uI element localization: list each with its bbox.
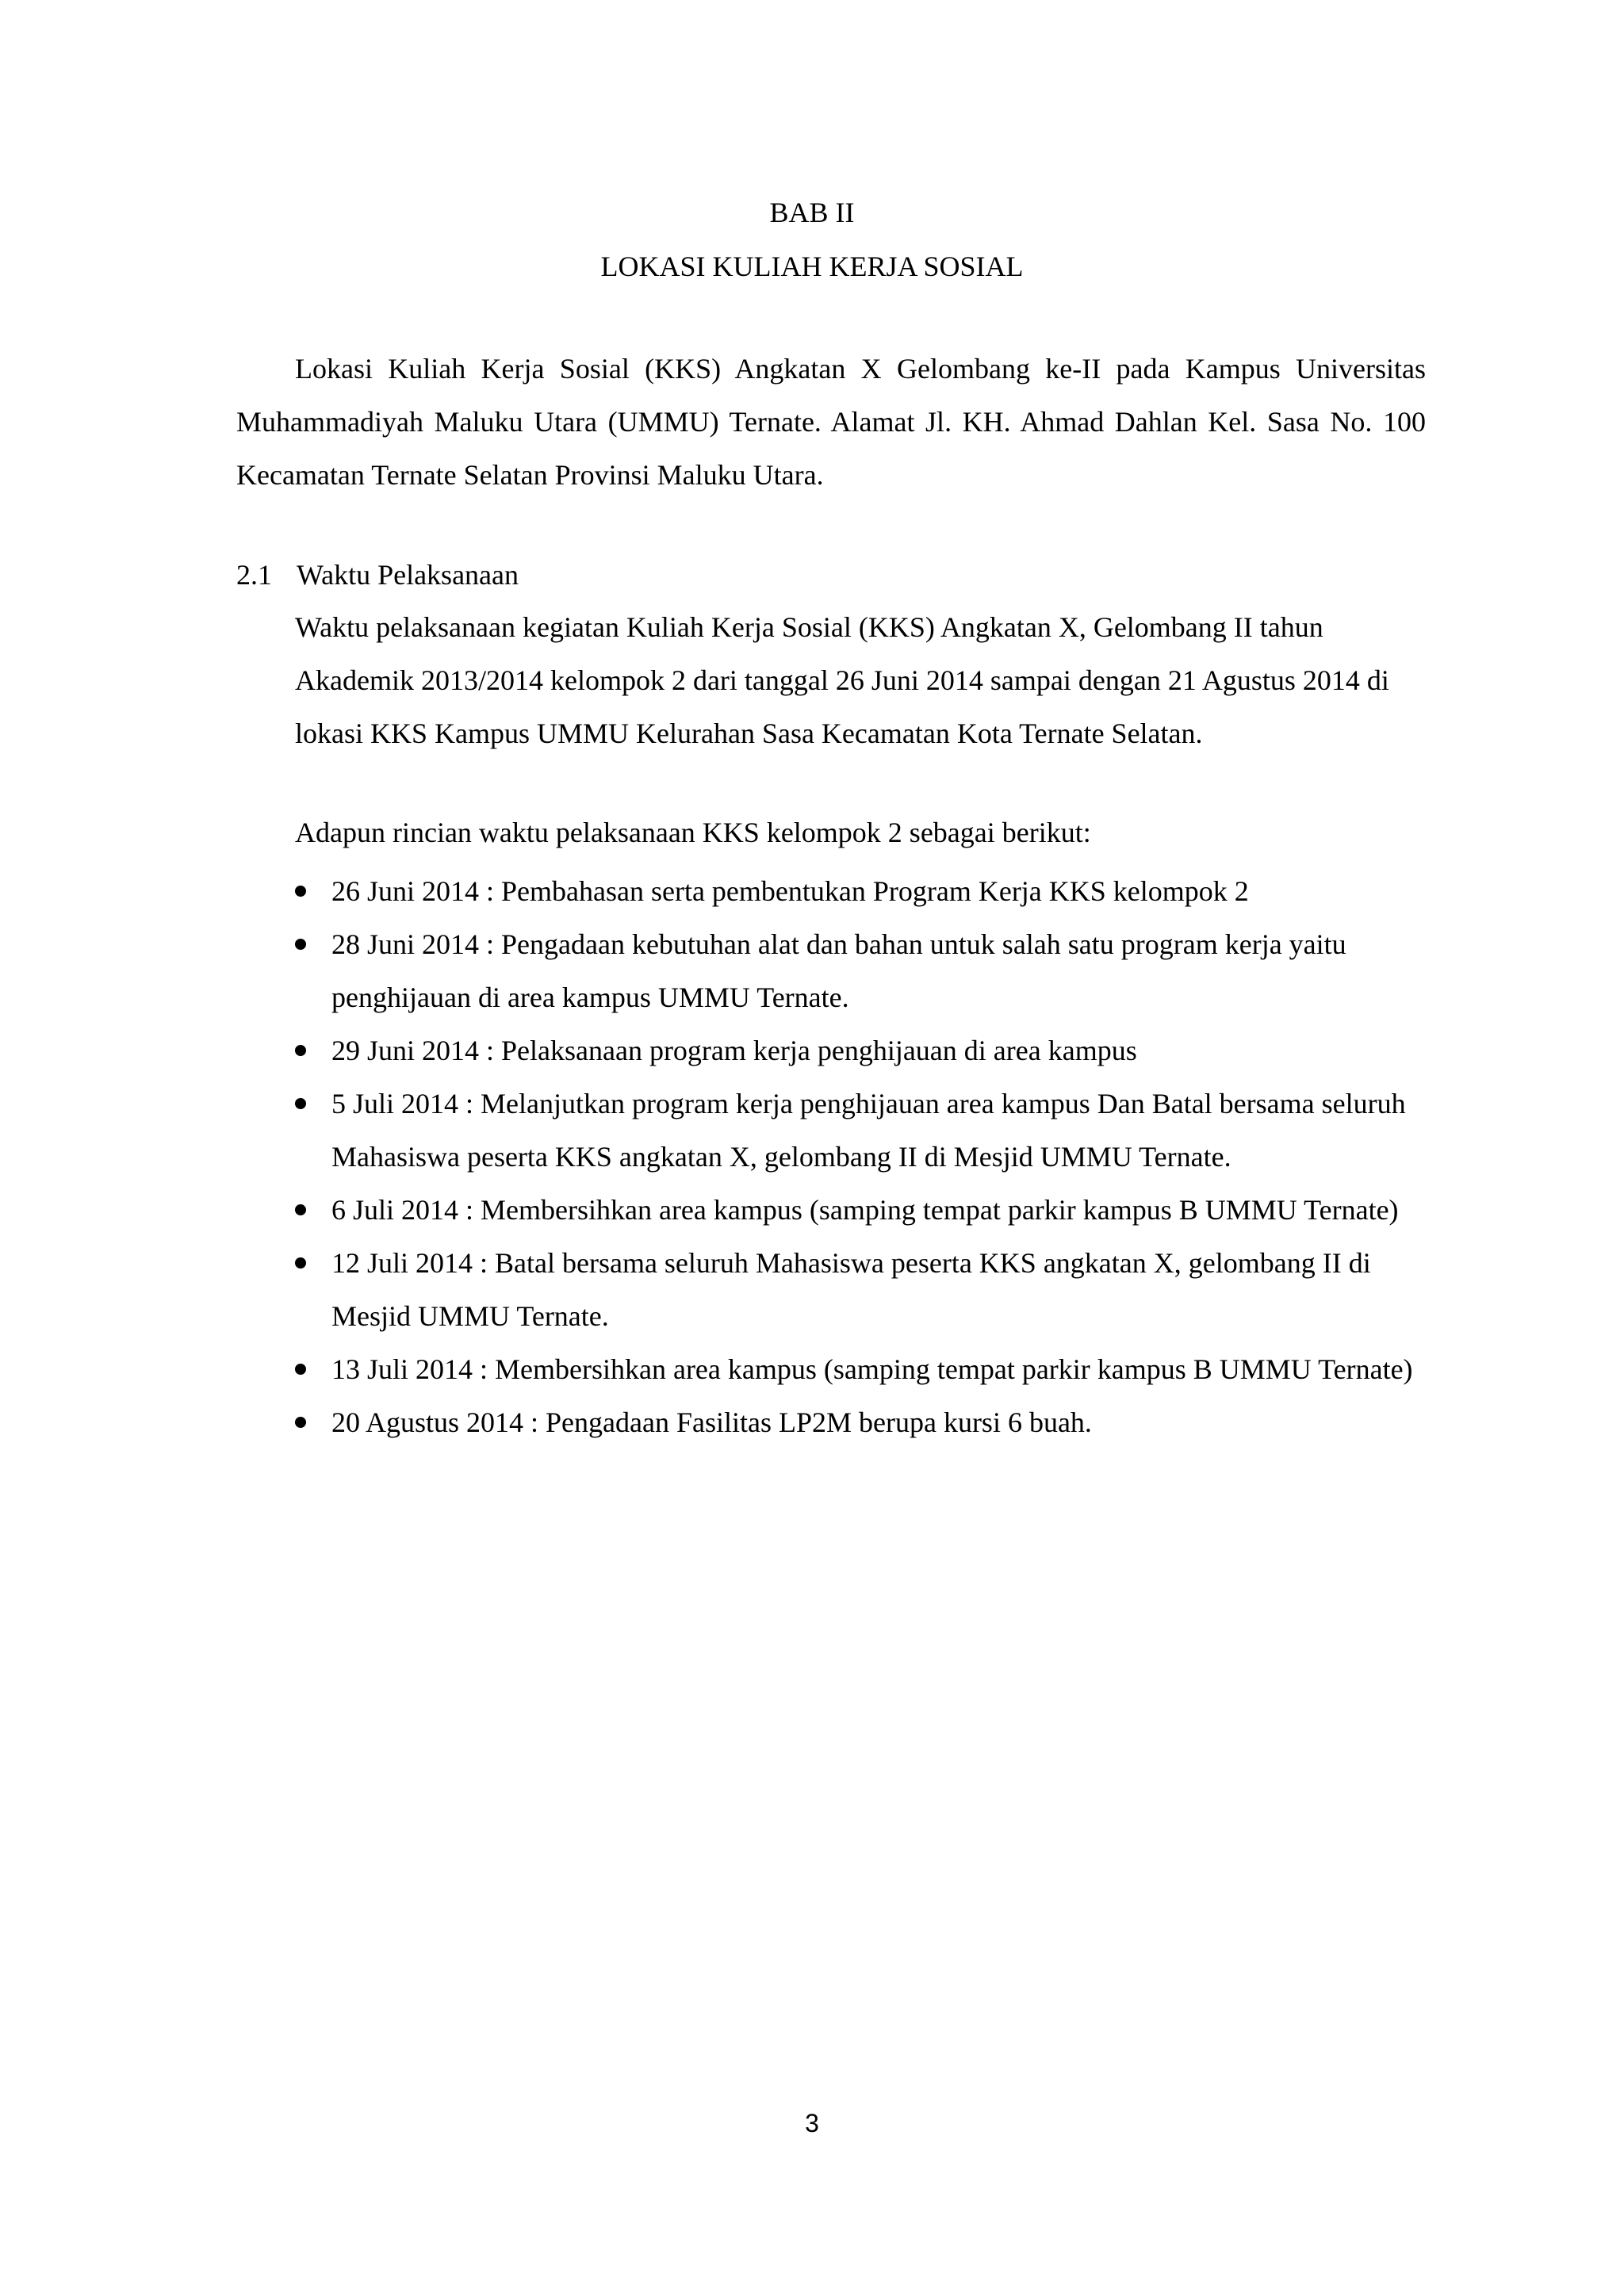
bullet-icon [295,1417,306,1428]
section-body-paragraph: Waktu pelaksanaan kegiatan Kuliah Kerja Sosial (KKS) Angkatan X, Gelombang II tahun Akademik 2013/2014 kelompok 2 dari tanggal 26 Juni 2014 sampai dengan 21 Agustus 2014 di lokasi KKS Kampus UMMU Kelurahan Sasa Kecamatan Kota Ternate Selatan. [295,611,1389,749]
bullet-icon [295,1257,306,1269]
list-item-text: 20 Agustus 2014 : Pengadaan Fasilitas LP2M berupa kursi 6 buah. [331,1406,1092,1438]
bullet-icon [295,1098,306,1109]
section-heading [236,554,519,595]
list-item [295,918,1426,1024]
intro-paragraph: Lokasi Kuliah Kerja Sosial (KKS) Angkatan X Gelombang ke-II pada Kampus Universitas Muhammadiyah Maluku Utara (UMMU) Ternate. Alamat Jl. KH. Ahmad Dahlan Kel. Sasa No. 100 Kecamatan Ternate Selatan Provinsi Maluku Utara. [236,353,1426,491]
page-number: 3 [805,2109,819,2137]
list-item-text: 13 Juli 2014 : Membersihkan area kampus (samping tempat parkir kampus B UMMU Ternate) [331,1353,1413,1385]
chapter-title: BAB II [769,197,855,228]
list-item-text: 28 Juni 2014 : Pengadaan kebutuhan alat dan bahan untuk salah satu program kerja yaitu penghijauan di area kampus UMMU Ternate. [331,928,1346,1013]
schedule-list [295,865,1426,1449]
list-item-text: 29 Juni 2014 : Pelaksanaan program kerja penghijauan di area kampus [331,1035,1137,1066]
chapter-subtitle: LOKASI KULIAH KERJA SOSIAL [600,251,1024,282]
section-title: Waktu Pelaksanaan [297,559,519,591]
list-item [295,865,1426,918]
list-item-text: 5 Juli 2014 : Melanjutkan program kerja penghijauan area kampus Dan Batal bersama seluruh Mahasiswa peserta KKS angkatan X, gelombang II di Mesjid UMMU Ternate. [331,1088,1406,1173]
section-number: 2.1 [236,559,272,591]
bullet-icon [295,886,306,897]
list-item [295,1237,1426,1343]
list-item [295,1343,1426,1396]
list-item [295,1024,1426,1077]
bullet-icon [295,939,306,950]
list-item [295,1077,1426,1184]
list-item [295,1184,1426,1237]
bullet-icon [295,1045,306,1056]
bullet-icon [295,1204,306,1215]
schedule-intro: Adapun rincian waktu pelaksanaan KKS kelompok 2 sebagai berikut: [295,817,1091,848]
bullet-icon [295,1364,306,1375]
list-item-text: 12 Juli 2014 : Batal bersama seluruh Mahasiswa peserta KKS angkatan X, gelombang II di Mesjid UMMU Ternate. [331,1247,1371,1332]
list-item-text: 6 Juli 2014 : Membersihkan area kampus (samping tempat parkir kampus B UMMU Ternate) [331,1194,1399,1226]
list-item [295,1396,1426,1449]
list-item-text: 26 Juni 2014 : Pembahasan serta pembentukan Program Kerja KKS kelompok 2 [331,875,1249,907]
